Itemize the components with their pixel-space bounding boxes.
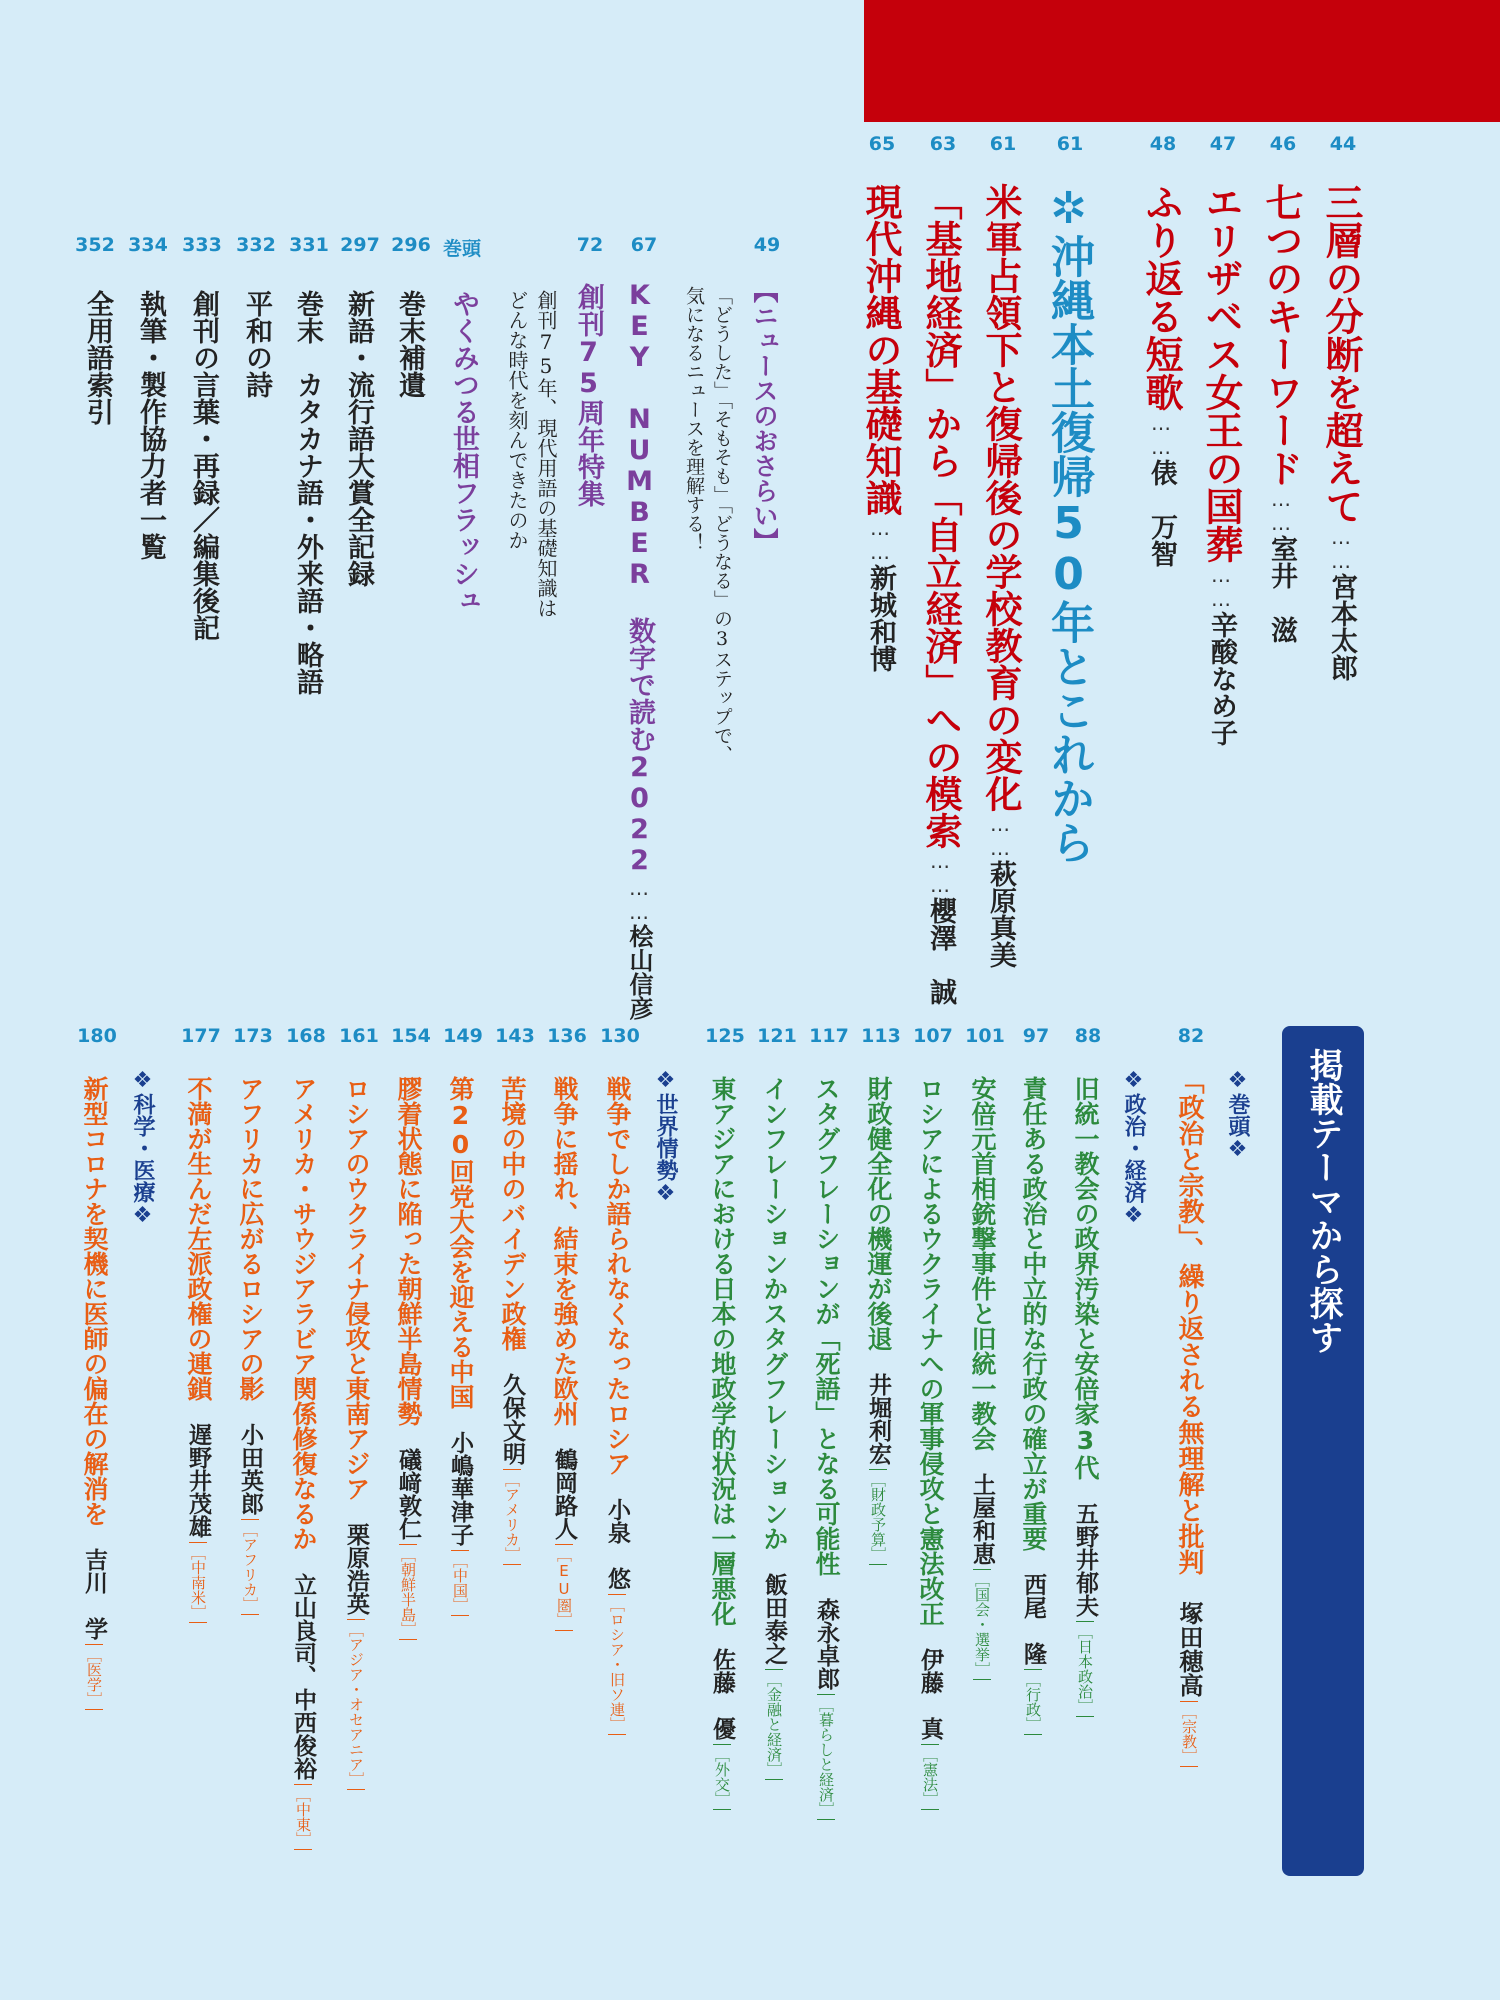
article-title: 安倍元首相銃撃事件と旧統一教会 xyxy=(968,1076,997,1451)
page-number: 331 xyxy=(289,234,329,256)
leader-dots: …… xyxy=(627,876,651,924)
section-label: ❖巻頭❖ xyxy=(1225,1068,1250,1162)
category-tag: ［アメリカ］ xyxy=(503,1469,521,1565)
article-author: 吉川 学 xyxy=(81,1548,108,1640)
page-number: 332 xyxy=(236,234,276,256)
category-tag: ［行政］ xyxy=(1024,1669,1042,1735)
article-entry xyxy=(866,1076,891,1565)
page-number: 173 xyxy=(233,1025,273,1047)
article-entry xyxy=(1021,1076,1046,1735)
article-title: KEY NUMBER 数字で読む2022 xyxy=(624,280,655,876)
category-tag: ［金融と経済］ xyxy=(765,1669,783,1780)
page-number: 47 xyxy=(1209,133,1237,155)
article-author: 佐藤 優 xyxy=(709,1648,736,1740)
article-title: スタグフレーションが「死語」となる可能性 xyxy=(812,1076,841,1576)
page-number: 88 xyxy=(1074,1025,1102,1047)
article-author: 新城和博 xyxy=(865,564,896,672)
article-title: 新型コロナを契機に医師の偏在の解消を xyxy=(80,1076,109,1526)
article-author: 辛酸なめ子 xyxy=(1206,611,1237,746)
section-label: ❖政治・経済❖ xyxy=(1121,1068,1146,1228)
category-tag: ［中国］ xyxy=(451,1550,469,1616)
anniversary-description: 創刊75年、現代用語の基礎知識は xyxy=(534,290,558,618)
flash-title: やくみつる世相フラッシュ xyxy=(448,290,479,614)
anniversary-heading: 創刊75周年特集 xyxy=(573,283,604,507)
article-title: 膠着状態に陥った朝鮮半島情勢 xyxy=(394,1076,423,1426)
article-entry xyxy=(605,1076,630,1735)
article-entry xyxy=(396,1076,421,1640)
article-author: 塚田穂高 xyxy=(1175,1601,1204,1697)
article-title: ロシアのウクライナ侵攻と東南アジア xyxy=(342,1076,371,1501)
article-author: 西尾 隆 xyxy=(1020,1573,1047,1665)
page-number: 168 xyxy=(286,1025,326,1047)
article-author: 伊藤 真 xyxy=(917,1648,944,1740)
category-tag: ［財政予算］ xyxy=(869,1469,887,1565)
article-author: 森永卓郎 xyxy=(813,1598,840,1690)
anniversary-description: どんな時代を刻んできたのか xyxy=(505,290,529,550)
page-number: 149 xyxy=(443,1025,483,1047)
category-tag: ［暮らしと経済］ xyxy=(817,1694,835,1820)
section-label: ❖世界情勢❖ xyxy=(653,1068,678,1206)
article-entry xyxy=(82,1076,107,1710)
page-number: 121 xyxy=(757,1025,797,1047)
article-author: 室井 滋 xyxy=(1266,535,1297,643)
article-author: 土屋和恵 xyxy=(969,1473,996,1565)
article-title: 東アジアにおける日本の地政学的状況は一層悪化 xyxy=(708,1076,737,1626)
article-title: ふり返る短歌 xyxy=(1139,183,1183,411)
article-author: 礒﨑敦仁 xyxy=(395,1448,422,1540)
article-entry xyxy=(291,1076,316,1850)
article-entry xyxy=(448,1076,473,1616)
article-entry xyxy=(626,280,653,1020)
article-title: 七つのキーワード xyxy=(1259,183,1303,487)
article-title: 苦境の中のバイデン政権 xyxy=(498,1076,527,1351)
leader-dots: …… xyxy=(1209,563,1233,611)
page-number: 44 xyxy=(1329,133,1357,155)
leader-dots: …… xyxy=(868,516,892,564)
theme-heading: 掲載テーマから探す xyxy=(1303,1048,1343,1354)
article-author: 飯田泰之 xyxy=(761,1573,788,1665)
page-number: 130 xyxy=(600,1025,640,1047)
article-author: 桧山信彦 xyxy=(625,924,654,1020)
article-title: 財政健全化の機運が後退 xyxy=(864,1076,893,1351)
leader-dots: …… xyxy=(988,812,1012,860)
back-matter-item: 創刊の言葉・再録／編集後記 xyxy=(188,290,219,641)
article-author: 栗原浩英 xyxy=(343,1523,370,1615)
article-entry xyxy=(710,1076,735,1810)
page-number: 46 xyxy=(1269,133,1297,155)
article-author: 立山良司、中西俊裕 xyxy=(290,1573,317,1780)
page-number: 177 xyxy=(181,1025,221,1047)
back-matter-item: 巻末 カタカナ語・外来語・略語 xyxy=(292,290,323,695)
back-matter-item: 平和の詩 xyxy=(241,290,272,398)
back-matter-item: 全用語索引 xyxy=(82,290,113,425)
article-author: 久保文明 xyxy=(499,1373,526,1465)
leader-dots: …… xyxy=(1329,525,1353,573)
page-number: 334 xyxy=(128,234,168,256)
article-entry xyxy=(1319,183,1363,681)
article-title: 米軍占領下と復帰後の学校教育の変化 xyxy=(979,183,1022,812)
article-author: 五野井郁夫 xyxy=(1072,1502,1099,1617)
article-title: 不満が生んだ左派政権の連鎖 xyxy=(184,1076,213,1401)
section-label: ❖科学・医療❖ xyxy=(130,1068,155,1228)
article-author: 小泉 悠 xyxy=(604,1498,631,1590)
news-description: 「どうした」「そもそも」「どうなる」の3ステップで、 xyxy=(711,286,733,764)
category-tag: ［中東］ xyxy=(294,1784,312,1850)
article-title: アメリカ・サウジアラビア関係修復なるか xyxy=(289,1076,318,1551)
article-entry xyxy=(238,1076,263,1615)
category-tag: ［外交］ xyxy=(713,1744,731,1810)
article-entry xyxy=(1176,1068,1202,1767)
article-author: 遅野井茂雄 xyxy=(185,1423,212,1538)
page-number: 49 xyxy=(753,234,781,256)
page-number: 61 xyxy=(1056,133,1084,155)
article-author: 櫻澤 誠 xyxy=(925,897,956,1005)
page-number: 72 xyxy=(576,234,604,256)
article-title: アフリカに広がるロシアの影 xyxy=(236,1076,265,1401)
back-matter-item: 執筆・製作協力者一覧 xyxy=(135,290,166,560)
header-red-bar xyxy=(864,0,1500,122)
article-entry xyxy=(500,1076,525,1565)
article-author: 俵 万智 xyxy=(1146,459,1177,567)
article-title: ロシアによるウクライナへの軍事侵攻と憲法改正 xyxy=(916,1076,945,1626)
page-number: 113 xyxy=(861,1025,901,1047)
leader-dots: …… xyxy=(1149,411,1173,459)
page-number: 61 xyxy=(989,133,1017,155)
category-tag: ［日本政治］ xyxy=(1076,1621,1094,1717)
page-number: 125 xyxy=(705,1025,745,1047)
article-entry xyxy=(859,183,902,672)
page-number: 154 xyxy=(391,1025,431,1047)
article-title: 「政治と宗教」、繰り返される無理解と批判 xyxy=(1174,1068,1204,1575)
article-title: 戦争でしか語られなくなったロシア xyxy=(603,1076,632,1476)
category-tag: ［アフリカ］ xyxy=(241,1519,259,1615)
article-entry xyxy=(186,1076,211,1623)
news-heading: 【ニュースのおさらい】 xyxy=(750,278,779,553)
theme-heading-box xyxy=(1282,1026,1364,1876)
article-title: インフレーションかスタグフレーションか xyxy=(760,1076,789,1551)
article-author: 小田英郎 xyxy=(237,1423,264,1515)
page-number: 67 xyxy=(630,234,658,256)
article-title: エリザベス女王の国葬 xyxy=(1199,183,1243,563)
page-number: 161 xyxy=(339,1025,379,1047)
article-title: 責任ある政治と中立的な行政の確立が重要 xyxy=(1019,1076,1048,1551)
article-title: 旧統一教会の政界汚染と安倍家3代 xyxy=(1071,1076,1100,1480)
article-entry xyxy=(918,1076,943,1810)
page-number: 101 xyxy=(965,1025,1005,1047)
category-tag: ［朝鮮半島］ xyxy=(399,1544,417,1640)
article-title: 三層の分断を超えて xyxy=(1319,183,1363,525)
news-description: 気になるニュースを理解する！ xyxy=(683,286,705,552)
article-entry xyxy=(1073,1076,1098,1717)
back-matter-item: 巻末補遺 xyxy=(394,290,425,398)
page-number: 297 xyxy=(340,234,380,256)
back-matter-item: 新語・流行語大賞全記録 xyxy=(343,290,374,587)
article-author: 鶴岡路人 xyxy=(551,1448,578,1540)
page-number: 48 xyxy=(1149,133,1177,155)
category-tag: ［国会・選挙］ xyxy=(973,1569,991,1680)
article-entry xyxy=(552,1076,577,1631)
category-tag: ［宗教］ xyxy=(1180,1701,1198,1767)
article-author: 宮本太郎 xyxy=(1326,573,1357,681)
article-entry xyxy=(1199,183,1243,746)
article-title: 第20回党大会を迎える中国 xyxy=(446,1076,475,1409)
category-tag: ［EU圏］ xyxy=(555,1544,573,1631)
page-number: 巻頭 xyxy=(442,238,481,260)
page-number: 107 xyxy=(913,1025,953,1047)
category-tag: ［医学］ xyxy=(85,1644,103,1710)
leader-dots: …… xyxy=(1269,487,1293,535)
page-number: 97 xyxy=(1022,1025,1050,1047)
article-entry xyxy=(979,183,1022,968)
article-entry xyxy=(919,183,962,1005)
article-author: 小嶋華津子 xyxy=(447,1431,474,1546)
article-title: 「基地経済」から「自立経済」への模索 xyxy=(919,183,962,849)
page-number: 333 xyxy=(182,234,222,256)
page-number: 63 xyxy=(929,133,957,155)
category-tag: ［憲法］ xyxy=(921,1744,939,1810)
page-number: 352 xyxy=(75,234,115,256)
article-entry xyxy=(1259,183,1303,643)
page-number: 180 xyxy=(77,1025,117,1047)
article-entry xyxy=(762,1076,787,1780)
page-number: 296 xyxy=(391,234,431,256)
article-author: 井堀利宏 xyxy=(865,1373,892,1465)
page-number: 143 xyxy=(495,1025,535,1047)
leader-dots: …… xyxy=(928,849,952,897)
article-entry xyxy=(1139,183,1183,567)
article-entry xyxy=(344,1076,369,1790)
page-number: 136 xyxy=(547,1025,587,1047)
category-tag: ［中南米］ xyxy=(189,1542,207,1623)
page-number: 65 xyxy=(868,133,896,155)
article-entry xyxy=(970,1076,995,1680)
category-tag: ［ロシア・旧ソ連］ xyxy=(608,1594,626,1735)
feature-heading: ✲沖縄本土復帰50年とこれから xyxy=(1043,183,1094,864)
article-author: 萩原真美 xyxy=(985,860,1016,968)
page-number: 117 xyxy=(809,1025,849,1047)
article-entry xyxy=(814,1076,839,1820)
page-number: 82 xyxy=(1177,1025,1205,1047)
category-tag: ［アジア・オセアニア］ xyxy=(347,1619,365,1790)
article-title: 戦争に揺れ、結束を強めた欧州 xyxy=(550,1076,579,1426)
article-title: 現代沖縄の基礎知識 xyxy=(859,183,902,516)
